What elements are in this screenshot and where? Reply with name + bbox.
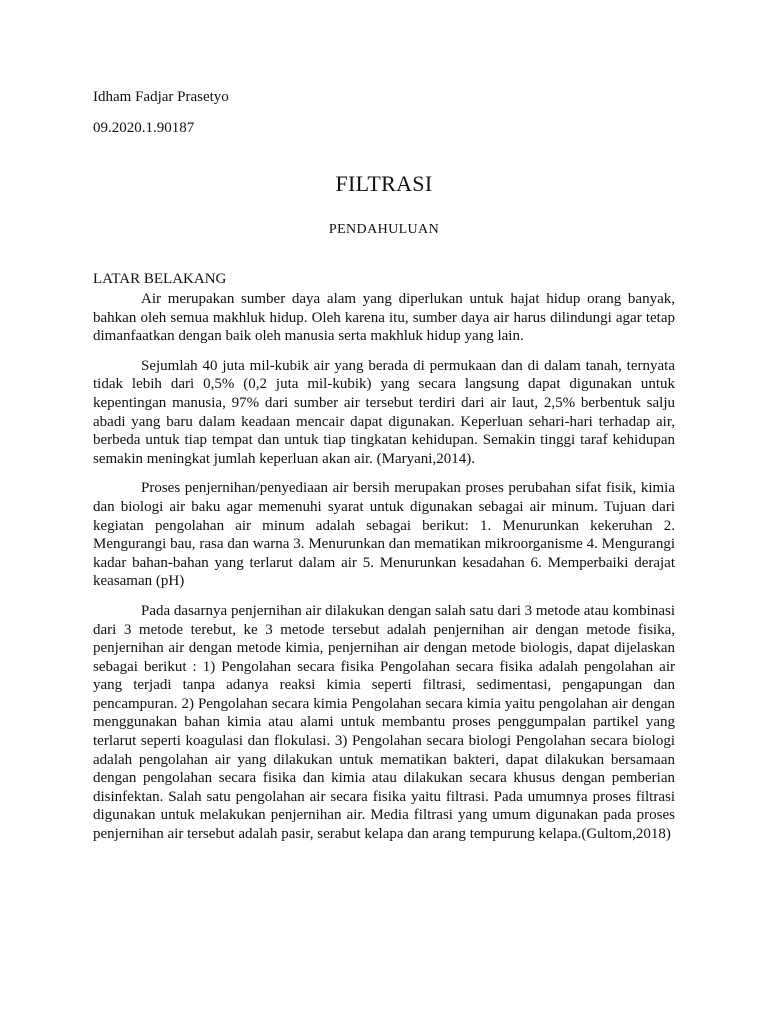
paragraph-2: Sejumlah 40 juta mil-kubik air yang berada di permukaan dan di dalam tanah, ternyata tidak lebih dari 0,5% (0,2 juta mil-kubik) yang secara langsung dapat digunakan untuk kepentingan manusia, 97% dari sumber air tersebut terdiri dari air laut, 2,5% berbentuk salju abadi yang baru dalam keadaan mencair dapat digunakan. Keperluan sehari-hari terhadap air, berbeda untuk tiap tempat dan untuk tiap tingkatan kehidupan. Semakin tinggi taraf kehidupan semakin meningkat jumlah keperluan akan air. (Maryani,2014). bbox=[93, 357, 675, 467]
paragraph-1: Air merupakan sumber daya alam yang diperlukan untuk hajat hidup orang banyak, bahkan oleh semua makhluk hidup. Oleh karena itu, sumber daya air harus dilindungi agar tetap dimanfaatkan dengan baik oleh manusia serta makhluk hidup yang lain. bbox=[93, 291, 675, 345]
page-content bbox=[93, 88, 675, 855]
student-id: 09.2020.1.90187 bbox=[93, 120, 195, 136]
section-heading: LATAR BELAKANG bbox=[93, 271, 227, 287]
paragraph-4: Pada dasarnya penjernihan air dilakukan dengan salah satu dari 3 metode atau kombinasi dari 3 metode terebut, ke 3 metode tersebut adalah penjernihan air dengan metode fisika, penjernihan air dengan metode kimia, penjernihan air dengan metode biologis, dapat dijelaskan sebagai berikut : 1) Pengolahan secara fisika Pengolahan secara fisika adalah pengolahan air yang terjadi tanpa adanya reaksi kimia seperti filtrasi, sedimentasi, pengapungan dan pencampuran. 2) Pengolahan secara kimia Pengolahan secara kimia yaitu pengolahan air dengan menggunakan bahan kimia atau alami untuk membantu proses penggumpalan partikel yang terlarut seperti koagulasi dan flokulasi. 3) Pengolahan secara biologi Pengolahan secara biologi adalah pengolahan air yang dilakukan untuk mematikan bakteri, dapat dilakukan bersamaan dengan pengolahan secara fisika dan kimia atau dilakukan secara khusus dengan pemberian disinfektan. Salah satu pengolahan air secara fisika yaitu filtrasi. Pada umumnya proses filtrasi digunakan untuk melakukan penjernihan air. Media filtrasi yang umum digunakan pada proses penjernihan air tersebut adalah pasir, serabut kelapa dan arang tempurung kelapa.(Gultom,2018) bbox=[93, 602, 675, 843]
author-name: Idham Fadjar Prasetyo bbox=[93, 89, 229, 105]
chapter-title: PENDAHULUAN bbox=[328, 222, 440, 237]
paragraph-3: Proses penjernihan/penyediaan air bersih merupakan proses perubahan sifat fisik, kimia dan biologi air baku agar memenuhi syarat untuk digunakan sebagai air minum. Tujuan dari kegiatan pengolahan air minum adalah sebagai berikut: 1. Menurunkan kekeruhan 2. Mengurangi bau, rasa dan warna 3. Menurunkan dan mematikan mikroorganisme 4. Mengurangi kadar bahan-bahan yang terlarut dalam air 5. Menurunkan kesadahan 6. Memperbaiki derajat keasaman (pH) bbox=[93, 480, 675, 590]
document-title: FILTRASI bbox=[335, 171, 433, 196]
